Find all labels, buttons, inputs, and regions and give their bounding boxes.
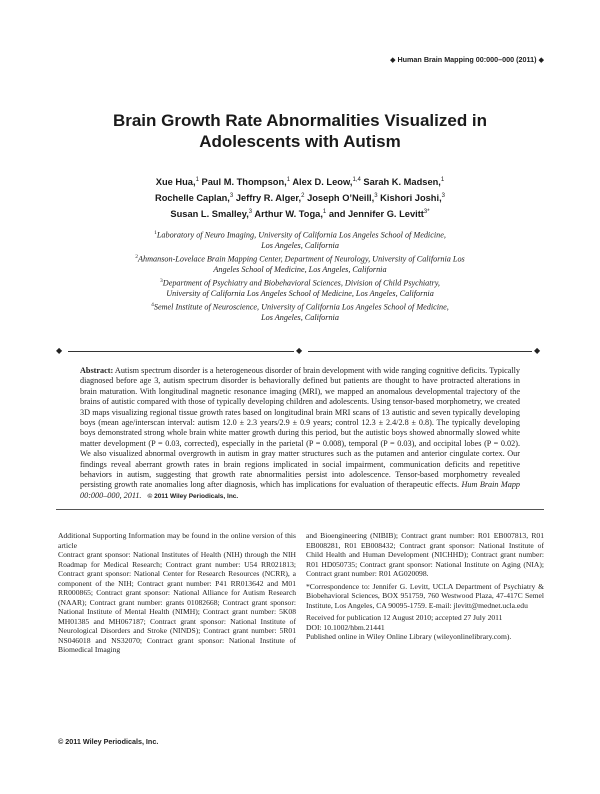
affiliation: $^1$Laboratory of Neuro Imaging, University of California Los Angeles School of Medicine, Los Angeles, California: [154, 230, 446, 251]
author: Arthur W. Toga,$^1$: [254, 209, 327, 220]
section-divider: [56, 347, 544, 355]
affiliations: [70, 228, 530, 324]
received-date: Received for publication 12 August 2010; accepted 27 July 2011: [306, 613, 503, 622]
grant-information: Contract grant sponsor: National Institutes of Health (NIH) through the NIH Roadmap for Medical Research; Contract grant number: U54 RR021813; Contract grant sponsor: National Center for Research Resources (NCRR), a component of the NIH; Contract grant number: P41 RR013642 and M01 RR000865; Contract grant sponsor: National Alliance for Autism Research (NAAR); Contract grant number: grants 01082668; Contract grant sponsor: National Institute of Mental Health (NIMH); Contract grant number: 5K08 MH01385 and MH067187; Contract grant sponsor: National Institute of Neurological Disorders and Stroke (NINDS); Contract grant number: 5R01 NS046018 and NS32070; Contract grant sponsor: National Institute of Biomedical Imaging: [58, 550, 296, 654]
footnote-column-right: [306, 531, 544, 642]
doi: DOI: 10.1002/hbm.21441: [306, 622, 385, 632]
affiliation: $^2$Ahmanson-Lovelace Brain Mapping Center, Department of Neurology, University of California Los Angeles School of Medicine, Los Angeles, California: [135, 253, 465, 275]
author: Paul M. Thompson,$^1$: [201, 177, 291, 188]
footnote-column-left: [58, 531, 296, 655]
author: Rochelle Caplan,$^3$: [154, 193, 234, 204]
title-line-2: Adolescents with Autism: [199, 132, 401, 151]
author: Xue Hua,$^1$: [155, 177, 199, 188]
author: and Jennifer G. Levitt$^{3*}$: [328, 209, 430, 220]
article-title: [60, 110, 540, 152]
author: Sarah K. Madsen,$^1$: [363, 177, 445, 188]
journal-citation: Hum Brain Mapp 00:000–000, 2011.: [80, 480, 521, 500]
footer-copyright: © 2011 Wiley Periodicals, Inc.: [58, 737, 159, 746]
author-list: [80, 173, 520, 221]
diamond-ornament-center: ◆: [296, 346, 303, 355]
abstract-label: Abstract:: [80, 366, 114, 375]
author: Kishori Joshi,$^3$: [380, 193, 445, 204]
published-online: Published online in Wiley Online Library (wileyonlinelibrary.com).: [306, 632, 512, 641]
divider-line-left: [68, 351, 294, 352]
affiliation: $^4$Semel Institute of Neuroscience, University of California Los Angeles School of Medicine, Los Angeles, California: [151, 301, 449, 323]
running-head: ◆ Human Brain Mapping 00:000–000 (2011) ◆: [389, 55, 544, 64]
affiliation: $^3$Department of Psychiatry and Biobehavioral Sciences, Division of Child Psychiatry, University of California Los Angeles School of Medicine, Los Angeles, California: [160, 277, 440, 299]
diamond-ornament-right: ◆: [534, 346, 541, 355]
author: Susan L. Smalley,$^3$: [170, 209, 253, 220]
divider-line-right: [308, 351, 532, 352]
author: Jeffry R. Alger,$^2$: [235, 193, 305, 204]
diamond-ornament-left: ◆: [56, 346, 63, 355]
supporting-info-note: Additional Supporting Information may be found in the online version of this article: [58, 531, 296, 550]
correspondence: *Correspondence to: Jennifer G. Levitt, UCLA Department of Psychiatry & Biobehavioral Sciences, BOX 951759, 760 Westwood Plaza, 47-417C Semel Institute, Los Angeles, CA 90095-1759. E-mail: jlevitt@mednet.ucla.edu: [306, 581, 544, 610]
title-line-1: Brain Growth Rate Abnormalities Visualized in: [112, 111, 488, 130]
footnote-rule: [56, 509, 544, 510]
grant-information-continued: and Bioengineering (NIBIB); Contract grant number: R01 EB007813, R01 EB008281, R01 EB008432; Contract grant sponsor: National Institute of Child Health and Human Development (NICHHD); Contract grant number: R01 HD050735; Contract grant sponsor: National Institute on Aging (NIA); Contract grant number: R01 AG020098.: [306, 531, 544, 578]
abstract-copyright: © 2011 Wiley Periodicals, Inc.: [147, 492, 239, 500]
abstract: [80, 366, 520, 502]
abstract-text: Autism spectrum disorder is a heterogeneous disorder of brain development with wide ranging cognitive deficits. Typically diagnosed before age 3, autism spectrum disorder is behaviorally defined but patients are thought to have protracted alterations in brain maturation. With longitudinal magnetic resonance imaging (MRI), we mapped an anomalous developmental trajectory of the brains of autistic compared with those of typically developing children and adolescents. Using tensor-based morphometry, we created 3D maps visualizing regional tissue growth rates based on longitudinal brain MRI scans of 13 autistic and seven typically developing boys (mean age/interscan interval: autism 12.0 ± 2.3 years/2.9 ± 0.9 years; control 12.3 ± 2.4/2.8 ± 0.8). The typically developing boys demonstrated strong whole brain white matter growth during this period, but the autistic boys showed abnormally slowed white matter development (P = 0.03, corrected), especially in the parietal (P = 0.008), temporal (P = 0.03), and occipital lobes (P = 0.02). We also visualized abnormal overgrowth in autism in gray matter structures such as the putamen and anterior cingulate cortex. Our findings reveal aberrant growth rates in brain regions implicated in social impairment, communication deficits and repetitive behaviors in autism, suggesting that growth rate abnormalities persist into adolescence. Tensor-based morphometry revealed persisting growth rate anomalies long after diagnosis, which has implications for evaluation of therapeutic effects.: [80, 366, 520, 490]
author: Alex D. Leow,$^{1,4}$: [292, 177, 361, 188]
author: Joseph O’Neill,$^3$: [307, 193, 378, 204]
